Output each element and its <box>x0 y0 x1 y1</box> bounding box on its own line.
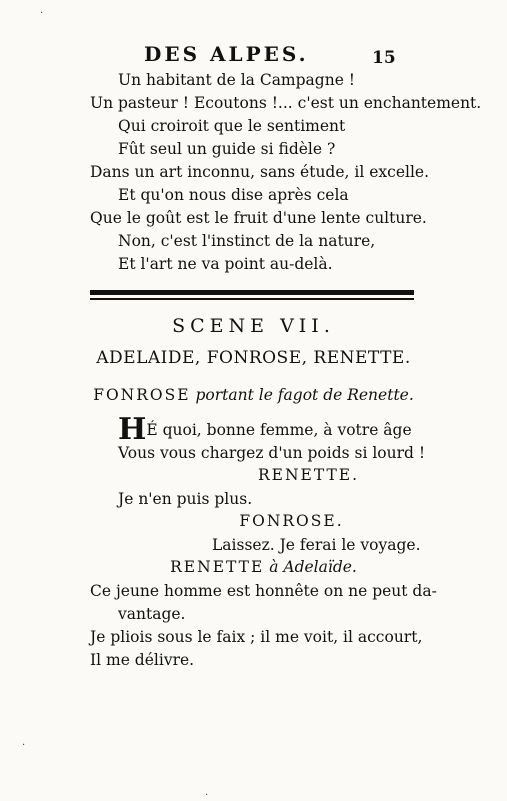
page-speck: · <box>22 740 26 751</box>
verse-line: Non, c'est l'instinct de la nature, <box>118 232 376 250</box>
speaker-heading: RENETTE. <box>257 466 360 484</box>
dialogue-line: Je n'en puis plus. <box>118 490 253 508</box>
scene-title: SCENE VII. <box>172 315 335 337</box>
speaker-heading <box>10 558 507 576</box>
dialogue-line: vantage. <box>118 605 186 623</box>
dialogue-line-text: É quoi, bonne femme, à votre âge <box>146 421 412 439</box>
dialogue-line: Il me délivre. <box>90 651 195 669</box>
verse-line: Un pasteur ! Ecoutons !... c'est un enchantement. <box>90 94 482 112</box>
stage-direction: portant le fagot de Renette. <box>190 386 414 404</box>
verse-line: Fût seul un guide si fidèle ? <box>118 140 336 158</box>
drop-initial: H <box>118 412 147 447</box>
page-speck: · <box>205 790 209 801</box>
dialogue-line: Je pliois sous le faix ; il me voit, il accourt, <box>90 628 423 646</box>
speaker-name: RENETTE <box>170 558 265 576</box>
speaker-heading <box>0 386 507 404</box>
speaker-heading: FONROSE. <box>239 512 344 530</box>
section-divider-thin <box>90 298 414 300</box>
verse-line: Et qu'on nous dise après cela <box>118 186 349 204</box>
dialogue-line: Laissez. Je ferai le voyage. <box>212 536 421 554</box>
dialogue-line: Vous vous chargez d'un poids si lourd ! <box>118 444 426 462</box>
running-title: DES ALPES. <box>144 42 309 66</box>
page-number: 15 <box>372 48 396 68</box>
verse-line: Et l'art ne va point au-delà. <box>118 255 333 273</box>
verse-line: Dans un art inconnu, sans étude, il excelle. <box>90 163 430 181</box>
page-speck: · <box>40 8 44 19</box>
stage-direction: à Adelaïde. <box>264 558 357 576</box>
verse-line: Un habitant de la Campagne ! <box>118 71 356 89</box>
speaker-name: FONROSE <box>93 386 191 404</box>
scene-characters: ADELAIDE, FONROSE, RENETTE. <box>96 348 411 368</box>
verse-line: Que le goût est le fruit d'une lente culture. <box>90 209 427 227</box>
section-divider-thick <box>90 290 414 295</box>
dialogue-line: Ce jeune homme est honnête on ne peut da- <box>90 582 437 600</box>
verse-line: Qui croiroit que le sentiment <box>118 117 346 135</box>
dialogue-line <box>118 412 412 447</box>
